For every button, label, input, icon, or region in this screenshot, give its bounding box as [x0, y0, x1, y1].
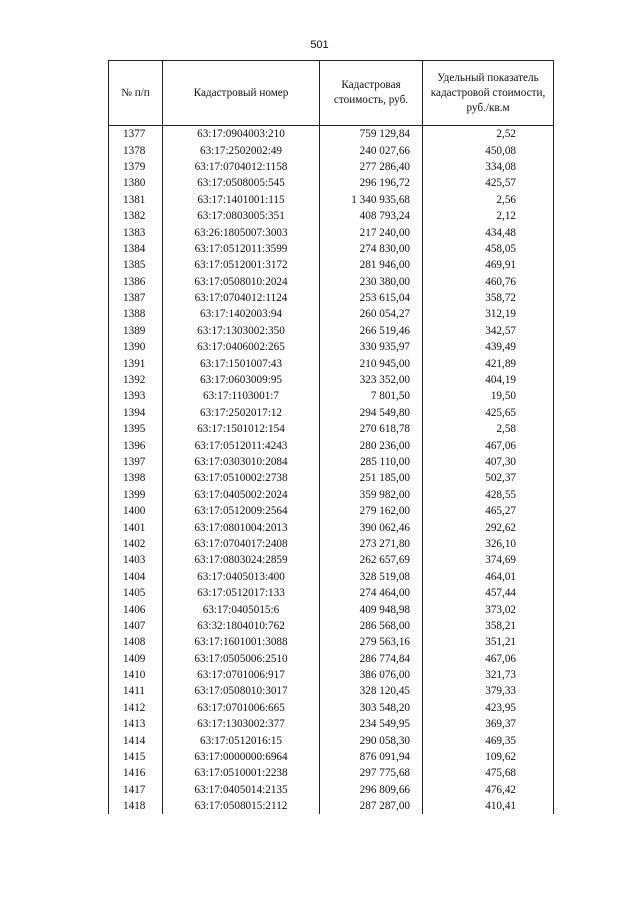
specific-indicator: 439,49 [423, 339, 554, 355]
specific-indicator: 457,44 [423, 585, 554, 601]
row-index: 1392 [109, 372, 163, 388]
row-index: 1397 [109, 454, 163, 470]
table-header-row [109, 61, 554, 126]
specific-indicator: 410,41 [423, 798, 554, 814]
cadastral-number: 63:17:0704017:2408 [163, 536, 320, 552]
cadastral-table [108, 60, 554, 814]
table-row [109, 323, 554, 339]
row-index: 1411 [109, 683, 163, 699]
table-body [109, 126, 554, 815]
cadastral-number: 63:17:0505006:2510 [163, 651, 320, 667]
row-index: 1389 [109, 323, 163, 339]
row-index: 1418 [109, 798, 163, 814]
cadastral-value: 274 464,00 [320, 585, 423, 601]
table-row [109, 732, 554, 748]
cadastral-value: 210 945,00 [320, 355, 423, 371]
cadastral-value: 270 618,78 [320, 421, 423, 437]
row-index: 1384 [109, 241, 163, 257]
cadastral-number: 63:17:0803005:351 [163, 208, 320, 224]
table-row [109, 339, 554, 355]
table-row [109, 618, 554, 634]
table-row [109, 372, 554, 388]
cadastral-number: 63:17:0508010:3017 [163, 683, 320, 699]
table-row [109, 142, 554, 158]
table-row [109, 716, 554, 732]
specific-indicator: 374,69 [423, 552, 554, 568]
table-row [109, 569, 554, 585]
row-index: 1396 [109, 437, 163, 453]
specific-indicator: 465,27 [423, 503, 554, 519]
table-row [109, 192, 554, 208]
table-row [109, 257, 554, 273]
table-row [109, 470, 554, 486]
cadastral-number: 63:17:0512001:3172 [163, 257, 320, 273]
cadastral-value: 359 982,00 [320, 487, 423, 503]
table-row [109, 437, 554, 453]
row-index: 1404 [109, 569, 163, 585]
cadastral-number: 63:17:0405014:2135 [163, 782, 320, 798]
cadastral-value: 279 162,00 [320, 503, 423, 519]
cadastral-value: 290 058,30 [320, 732, 423, 748]
row-index: 1414 [109, 732, 163, 748]
cadastral-number: 63:17:0704012:1158 [163, 159, 320, 175]
specific-indicator: 425,57 [423, 175, 554, 191]
cadastral-number: 63:17:0406002:265 [163, 339, 320, 355]
cadastral-number: 63:17:0512011:4243 [163, 437, 320, 453]
table-row [109, 585, 554, 601]
specific-indicator: 334,08 [423, 159, 554, 175]
cadastral-number: 63:17:1303002:350 [163, 323, 320, 339]
row-index: 1409 [109, 651, 163, 667]
table-row [109, 782, 554, 798]
row-index: 1381 [109, 192, 163, 208]
cadastral-value: 281 946,00 [320, 257, 423, 273]
row-index: 1413 [109, 716, 163, 732]
cadastral-number: 63:17:0512016:15 [163, 732, 320, 748]
row-index: 1391 [109, 355, 163, 371]
row-index: 1401 [109, 519, 163, 535]
cadastral-value: 330 935,97 [320, 339, 423, 355]
table-row [109, 241, 554, 257]
table-row [109, 667, 554, 683]
specific-indicator: 2,52 [423, 126, 554, 143]
cadastral-value: 296 809,66 [320, 782, 423, 798]
table-row [109, 355, 554, 371]
table-row [109, 519, 554, 535]
row-index: 1380 [109, 175, 163, 191]
cadastral-value: 230 380,00 [320, 274, 423, 290]
table-row [109, 601, 554, 617]
cadastral-number: 63:26:1805007:3003 [163, 224, 320, 240]
cadastral-value: 328 519,08 [320, 569, 423, 585]
cadastral-value: 274 830,00 [320, 241, 423, 257]
cadastral-number: 63:17:1303002:377 [163, 716, 320, 732]
specific-indicator: 434,48 [423, 224, 554, 240]
row-index: 1386 [109, 274, 163, 290]
specific-indicator: 358,21 [423, 618, 554, 634]
specific-indicator: 467,06 [423, 437, 554, 453]
table-row [109, 536, 554, 552]
table-row [109, 388, 554, 404]
table-row [109, 290, 554, 306]
cadastral-value: 386 076,00 [320, 667, 423, 683]
header-cadastral-number: Кадастровый номер [163, 61, 320, 126]
row-index: 1387 [109, 290, 163, 306]
row-index: 1385 [109, 257, 163, 273]
specific-indicator: 351,21 [423, 634, 554, 650]
cadastral-value: 287 287,00 [320, 798, 423, 814]
specific-indicator: 469,91 [423, 257, 554, 273]
row-index: 1415 [109, 749, 163, 765]
cadastral-number: 63:17:0701006:665 [163, 700, 320, 716]
cadastral-number: 63:17:0405002:2024 [163, 487, 320, 503]
row-index: 1394 [109, 405, 163, 421]
cadastral-number: 63:17:0603009:95 [163, 372, 320, 388]
cadastral-number: 63:17:1501012:154 [163, 421, 320, 437]
row-index: 1407 [109, 618, 163, 634]
cadastral-number: 63:17:2502002:49 [163, 142, 320, 158]
specific-indicator: 464,01 [423, 569, 554, 585]
cadastral-number: 63:17:1103001:7 [163, 388, 320, 404]
cadastral-number: 63:17:1601001:3088 [163, 634, 320, 650]
specific-indicator: 2,12 [423, 208, 554, 224]
cadastral-value: 408 793,24 [320, 208, 423, 224]
table-row [109, 454, 554, 470]
row-index: 1383 [109, 224, 163, 240]
table-row [109, 175, 554, 191]
cadastral-value: 876 091,94 [320, 749, 423, 765]
row-index: 1398 [109, 470, 163, 486]
cadastral-number: 63:17:0508010:2024 [163, 274, 320, 290]
specific-indicator: 428,55 [423, 487, 554, 503]
specific-indicator: 312,19 [423, 306, 554, 322]
row-index: 1402 [109, 536, 163, 552]
table-row [109, 224, 554, 240]
row-index: 1403 [109, 552, 163, 568]
cadastral-number: 63:17:0904003:210 [163, 126, 320, 143]
row-index: 1405 [109, 585, 163, 601]
cadastral-number: 63:17:0510002:2738 [163, 470, 320, 486]
row-index: 1399 [109, 487, 163, 503]
specific-indicator: 450,08 [423, 142, 554, 158]
cadastral-number: 63:17:0303010:2084 [163, 454, 320, 470]
cadastral-value: 286 774,84 [320, 651, 423, 667]
specific-indicator: 469,35 [423, 732, 554, 748]
cadastral-number: 63:17:0508005:545 [163, 175, 320, 191]
cadastral-number: 63:17:0512017:133 [163, 585, 320, 601]
cadastral-value: 323 352,00 [320, 372, 423, 388]
cadastral-number: 63:17:1402003:94 [163, 306, 320, 322]
table-row [109, 159, 554, 175]
row-index: 1410 [109, 667, 163, 683]
cadastral-value: 303 548,20 [320, 700, 423, 716]
cadastral-number: 63:17:0701006:917 [163, 667, 320, 683]
cadastral-value: 390 062,46 [320, 519, 423, 535]
cadastral-value: 294 549,80 [320, 405, 423, 421]
cadastral-value: 266 519,46 [320, 323, 423, 339]
row-index: 1395 [109, 421, 163, 437]
cadastral-value: 277 286,40 [320, 159, 423, 175]
cadastral-value: 297 775,68 [320, 765, 423, 781]
table-row [109, 683, 554, 699]
specific-indicator: 2,58 [423, 421, 554, 437]
specific-indicator: 407,30 [423, 454, 554, 470]
row-index: 1377 [109, 126, 163, 143]
table-row [109, 487, 554, 503]
table-row [109, 651, 554, 667]
specific-indicator: 460,76 [423, 274, 554, 290]
specific-indicator: 404,19 [423, 372, 554, 388]
cadastral-value: 280 236,00 [320, 437, 423, 453]
table-row [109, 749, 554, 765]
table-row [109, 503, 554, 519]
specific-indicator: 425,65 [423, 405, 554, 421]
cadastral-value: 260 054,27 [320, 306, 423, 322]
cadastral-value: 253 615,04 [320, 290, 423, 306]
row-index: 1390 [109, 339, 163, 355]
header-index: № п/п [109, 61, 163, 126]
specific-indicator: 467,06 [423, 651, 554, 667]
cadastral-value: 328 120,45 [320, 683, 423, 699]
specific-indicator: 321,73 [423, 667, 554, 683]
row-index: 1416 [109, 765, 163, 781]
row-index: 1379 [109, 159, 163, 175]
cadastral-value: 1 340 935,68 [320, 192, 423, 208]
row-index: 1378 [109, 142, 163, 158]
page-number: 501 [310, 39, 329, 51]
specific-indicator: 292,62 [423, 519, 554, 535]
table-row [109, 274, 554, 290]
cadastral-number: 63:17:0510001:2238 [163, 765, 320, 781]
specific-indicator: 379,33 [423, 683, 554, 699]
cadastral-value: 286 568,00 [320, 618, 423, 634]
cadastral-value: 251 185,00 [320, 470, 423, 486]
header-cadastral-value: Кадастровая стоимость, руб. [320, 61, 423, 126]
cadastral-number: 63:32:1804010:762 [163, 618, 320, 634]
row-index: 1382 [109, 208, 163, 224]
cadastral-number: 63:17:0803024:2859 [163, 552, 320, 568]
specific-indicator: 19,50 [423, 388, 554, 404]
cadastral-value: 279 563,16 [320, 634, 423, 650]
table-row [109, 208, 554, 224]
cadastral-value: 262 657,69 [320, 552, 423, 568]
cadastral-number: 63:17:0405015:6 [163, 601, 320, 617]
cadastral-value: 759 129,84 [320, 126, 423, 143]
cadastral-number: 63:17:1401001:115 [163, 192, 320, 208]
cadastral-value: 273 271,80 [320, 536, 423, 552]
cadastral-number: 63:17:0000000:6964 [163, 749, 320, 765]
specific-indicator: 423,95 [423, 700, 554, 716]
specific-indicator: 458,05 [423, 241, 554, 257]
cadastral-value: 234 549,95 [320, 716, 423, 732]
row-index: 1400 [109, 503, 163, 519]
cadastral-value: 285 110,00 [320, 454, 423, 470]
row-index: 1393 [109, 388, 163, 404]
specific-indicator: 502,37 [423, 470, 554, 486]
row-index: 1408 [109, 634, 163, 650]
header-specific-indicator: Удельный показатель кадастровой стоимости, руб./кв.м [423, 61, 554, 126]
cadastral-value: 409 948,98 [320, 601, 423, 617]
specific-indicator: 326,10 [423, 536, 554, 552]
table-row [109, 700, 554, 716]
cadastral-number: 63:17:0801004:2013 [163, 519, 320, 535]
table-row [109, 421, 554, 437]
row-index: 1417 [109, 782, 163, 798]
cadastral-number: 63:17:1501007:43 [163, 355, 320, 371]
specific-indicator: 421,89 [423, 355, 554, 371]
table-row [109, 126, 554, 143]
specific-indicator: 358,72 [423, 290, 554, 306]
table-row [109, 798, 554, 814]
row-index: 1406 [109, 601, 163, 617]
cadastral-number: 63:17:0508015:2112 [163, 798, 320, 814]
cadastral-number: 63:17:0704012:1124 [163, 290, 320, 306]
table-row [109, 765, 554, 781]
cadastral-value: 240 027,66 [320, 142, 423, 158]
table-row [109, 405, 554, 421]
specific-indicator: 475,68 [423, 765, 554, 781]
specific-indicator: 342,57 [423, 323, 554, 339]
cadastral-value: 217 240,00 [320, 224, 423, 240]
cadastral-number: 63:17:2502017:12 [163, 405, 320, 421]
specific-indicator: 369,37 [423, 716, 554, 732]
cadastral-number: 63:17:0405013:400 [163, 569, 320, 585]
cadastral-number: 63:17:0512009:2564 [163, 503, 320, 519]
cadastral-value: 7 801,50 [320, 388, 423, 404]
table-row [109, 306, 554, 322]
table-row [109, 552, 554, 568]
specific-indicator: 109,62 [423, 749, 554, 765]
cadastral-value: 296 196,72 [320, 175, 423, 191]
specific-indicator: 373,02 [423, 601, 554, 617]
row-index: 1412 [109, 700, 163, 716]
specific-indicator: 2,56 [423, 192, 554, 208]
specific-indicator: 476,42 [423, 782, 554, 798]
row-index: 1388 [109, 306, 163, 322]
cadastral-number: 63:17:0512011:3599 [163, 241, 320, 257]
table-row [109, 634, 554, 650]
